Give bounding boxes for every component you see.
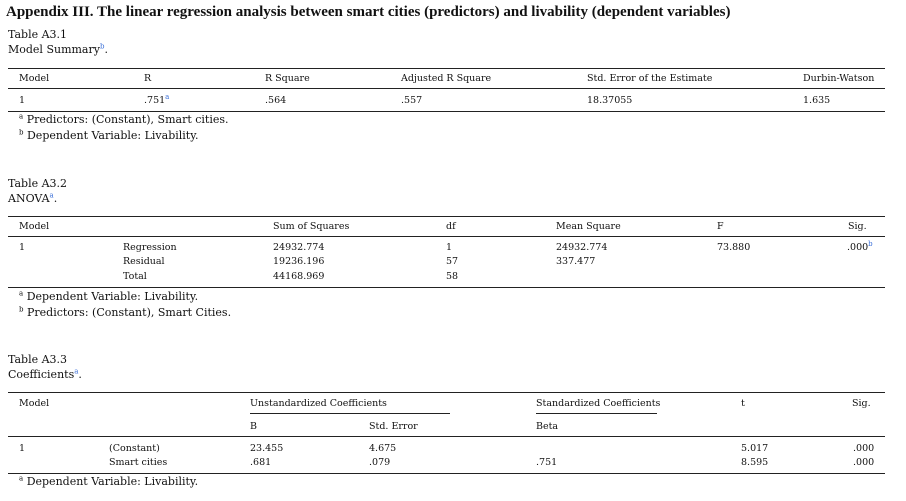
t2-row-regression-sig: .000$^b$ [847, 239, 873, 253]
t2-footnote-b: $^b$ Predictors: (Constant), Smart Cities. [19, 305, 232, 319]
t2-row-regression-f: 73.880 [717, 242, 751, 253]
t3-row-smart-cities-beta: .751 [536, 457, 558, 468]
t3-row-smart-cities-sig: .000 [853, 457, 875, 468]
t3-standardized-rule [536, 413, 657, 414]
t1-header-r-square: R Square [265, 73, 310, 84]
t1-header-model: Model [19, 73, 50, 84]
t3-row-smart-cities-se: .079 [369, 457, 391, 468]
t3-row-constant-t: 5.017 [741, 443, 769, 454]
t2-header-model: Model [19, 221, 50, 232]
table-a33-bottom-rule [8, 473, 885, 474]
t3-header-b: B [250, 421, 257, 432]
t2-footnote-a: $^a$ Dependent Variable: Livability. [19, 289, 199, 303]
t3-header-sig: Sig. [852, 398, 871, 409]
t3-header-standardized: Standardized Coefficients [536, 398, 661, 409]
t3-row-constant-b: 23.455 [250, 443, 284, 454]
t1-cell-std-error: 18.37055 [587, 95, 633, 106]
t1-header-durbin-watson: Durbin-Watson [803, 73, 875, 84]
t2-row-residual-name: Residual [123, 256, 165, 267]
table-a33-top-rule [8, 392, 885, 393]
t2-header-f: F [717, 221, 724, 232]
t2-row-total-ss: 44168.969 [273, 271, 325, 282]
t2-row-residual-df: 57 [446, 256, 459, 267]
t2-cell-model: 1 [19, 242, 26, 253]
table-a32-bottom-rule [8, 287, 885, 288]
t2-row-regression-df: 1 [446, 242, 453, 253]
t1-header-r: R [144, 73, 152, 84]
t2-header-sig: Sig. [848, 221, 867, 232]
table-a31-title: Model Summary$^b$. [8, 42, 108, 56]
t1-cell-durbin-watson: 1.635 [803, 95, 831, 106]
table-a33-label: Table A3.3 [8, 353, 68, 366]
table-a31-top-rule [8, 68, 885, 69]
table-a31-bottom-rule [8, 111, 885, 112]
t1-footnote-a: $^a$ Predictors: (Constant), Smart cities. [19, 112, 229, 126]
t3-row-constant-name: (Constant) [109, 443, 160, 454]
t2-row-regression-name: Regression [123, 242, 177, 253]
table-a31-label: Table A3.1 [8, 28, 68, 41]
t3-row-constant-sig: .000 [853, 443, 875, 454]
t2-header-mean-square: Mean Square [556, 221, 621, 232]
t3-row-smart-cities-name: Smart cities [109, 457, 168, 468]
t2-header-sum-of-squares: Sum of Squares [273, 221, 350, 232]
t1-header-adjusted-r-square: Adjusted R Square [401, 73, 492, 84]
t2-header-df: df [446, 221, 456, 232]
t3-row-constant-se: 4.675 [369, 443, 397, 454]
t3-header-model: Model [19, 398, 50, 409]
t1-cell-adjusted-r-square: .557 [401, 95, 423, 106]
t3-header-t: t [741, 398, 745, 409]
t3-cell-model: 1 [19, 443, 26, 454]
t1-cell-model: 1 [19, 95, 26, 106]
t3-header-std-error: Std. Error [369, 421, 418, 432]
table-a33-title: Coefficients$^a$. [8, 367, 82, 381]
t1-cell-r-square: .564 [265, 95, 287, 106]
t3-footnote-a: $^a$ Dependent Variable: Livability. [19, 474, 199, 488]
table-a32-header-rule [8, 236, 885, 237]
t1-cell-r: .751$^a$ [144, 92, 170, 106]
table-a31-header-rule [8, 88, 885, 89]
t3-header-unstandardized: Unstandardized Coefficients [250, 398, 387, 409]
t1-header-std-error: Std. Error of the Estimate [587, 73, 713, 84]
t2-row-total-name: Total [123, 271, 147, 282]
t2-row-regression-ss: 24932.774 [273, 242, 325, 253]
t2-row-total-df: 58 [446, 271, 459, 282]
table-a32-label: Table A3.2 [8, 177, 68, 190]
t1-footnote-b: $^b$ Dependent Variable: Livability. [19, 128, 199, 142]
t2-row-residual-ms: 337.477 [556, 256, 596, 267]
t3-unstandardized-rule [250, 413, 450, 414]
t3-row-smart-cities-t: 8.595 [741, 457, 769, 468]
table-a32-top-rule [8, 216, 885, 217]
appendix-heading: Appendix III. The linear regression analysis between smart cities (predictors) and livability (dependent variables) [6, 4, 731, 20]
t2-row-regression-ms: 24932.774 [556, 242, 608, 253]
table-a32-title: ANOVA$^a$. [8, 191, 58, 205]
t3-row-smart-cities-b: .681 [250, 457, 272, 468]
table-a33-header-rule [8, 436, 885, 437]
t3-header-beta: Beta [536, 421, 559, 432]
t2-row-residual-ss: 19236.196 [273, 256, 325, 267]
